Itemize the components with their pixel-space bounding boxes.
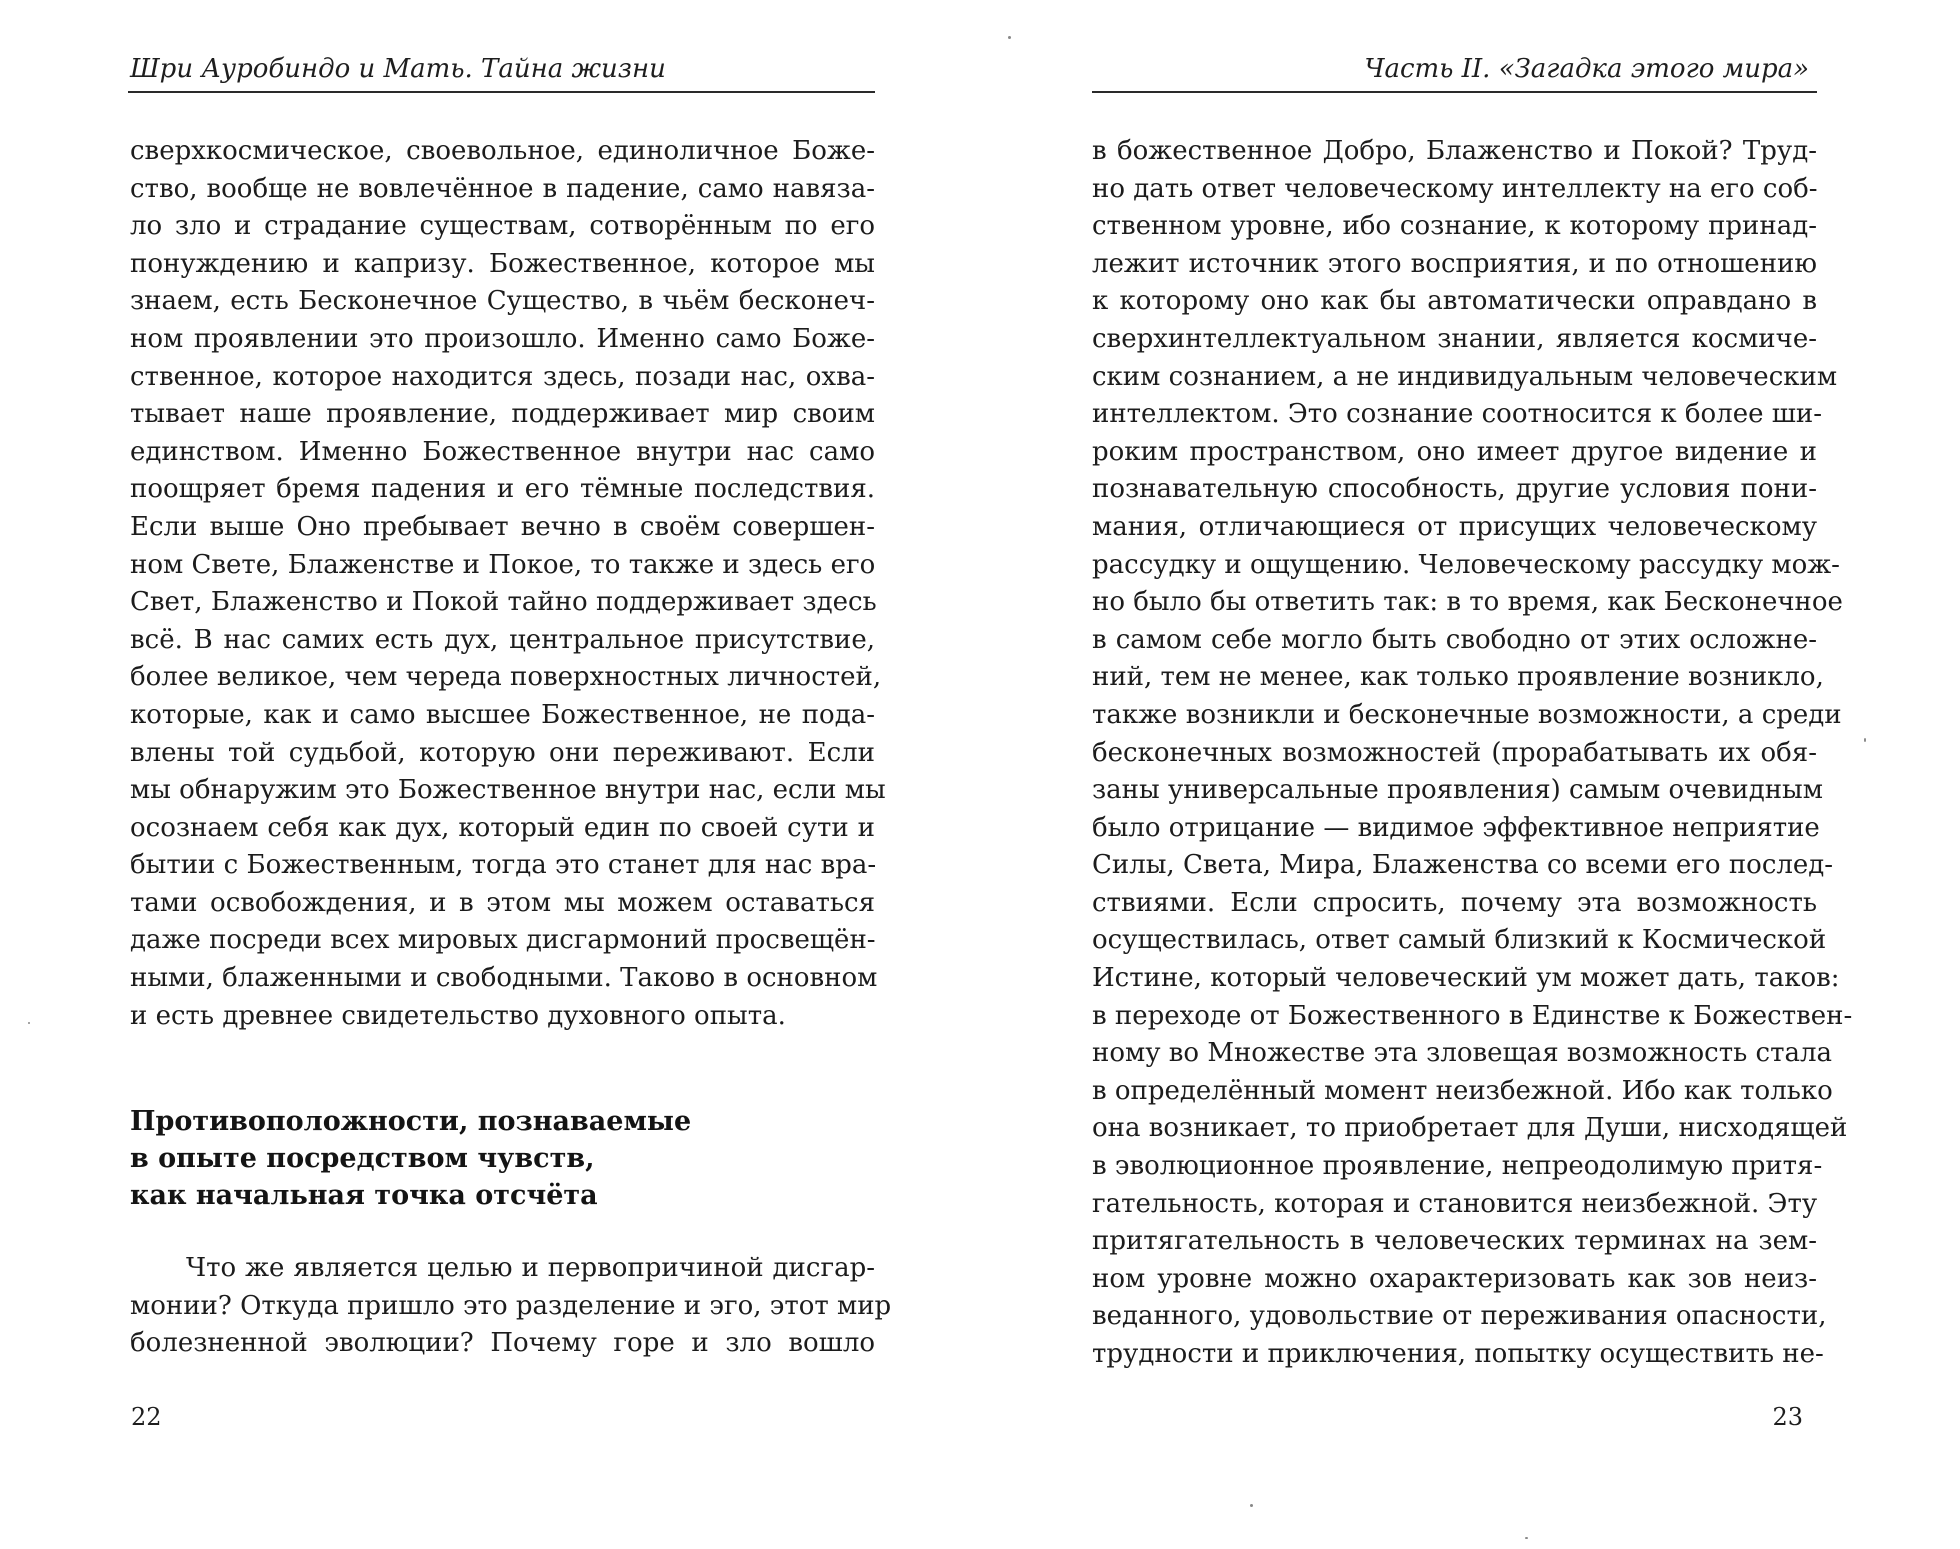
text-line: трудности и приключения, попытку осуществить не- [1092,1339,1824,1369]
right-page [980,0,1960,1549]
heading-line: как начальная точка отсчёта [130,1180,598,1211]
heading-line: в опыте посредством чувств, [130,1143,595,1174]
text-line: но дать ответ человеческому интеллекту на его соб- [1092,173,1818,204]
text-line: более великое, чем череда поверхностных личностей, [130,662,882,693]
left-page-number: 22 [131,1403,162,1431]
text-line: лежит источник этого восприятия, и по отношению [1092,248,1817,279]
left-section-text [130,1250,892,1363]
text-line: осознаем себя как дух, который един по своей сути и [130,812,875,843]
text-line: также возникли и бесконечные возможности, а среди [1092,699,1842,730]
text-line: монии? Откуда пришло это разделение и эго, этот мир [130,1290,892,1321]
text-line: Истине, который человеческий ум может дать, таков: [1092,963,1840,994]
text-line: ствиями. Если спросить, почему эта возможность [1092,887,1817,918]
text-line: Силы, Света, Мира, Блаженства со всеми его послед- [1092,850,1834,881]
text-line: ном Свете, Блаженстве и Покое, то также и здесь его [130,549,876,580]
text-line: ными, блаженными и свободными. Таково в основном [130,963,878,994]
text-line: ло зло и страдание существам, сотворённым по его [130,211,875,242]
text-line: притягательность в человеческих терминах на зем- [1092,1226,1817,1257]
text-line: гательность, которая и становится неизбежной. Эту [1092,1188,1818,1219]
text-line: Что же является целью и первопричиной дисгар- [186,1253,875,1283]
text-line: ном уровне можно охарактеризовать как зов неиз- [1092,1263,1817,1294]
heading-line: Противоположности, познаваемые [130,1106,692,1137]
text-line: даже посреди всех мировых дисгармоний просвещён- [130,925,876,956]
text-line: сверхинтеллектуальном знании, является космиче- [1092,323,1817,354]
text-line: ским сознанием, а не индивидуальным человеческим [1092,361,1838,392]
text-line: в самом себе могло быть свободно от этих осложне- [1092,624,1817,655]
text-line: рассудку и ощущению. Человеческому рассудку мож- [1092,549,1840,580]
right-body-text [1092,133,1853,1374]
scan-speck [1525,1537,1528,1539]
text-line: осуществилась, ответ самый близкий к Космической [1092,925,1827,956]
text-line: всё. В нас самих есть дух, центральное присутствие, [130,624,875,655]
text-line: ственное, которое находится здесь, позади нас, охва- [130,361,875,392]
text-line: бесконечных возможностей (прорабатывать их обя- [1092,737,1817,768]
text-line: веданного, удовольствие от переживания опасности, [1092,1301,1827,1332]
text-line: тами освобождения, и в этом мы можем оставаться [130,887,875,918]
left-running-head: Шри Ауробиндо и Мать. Тайна жизни [130,54,666,84]
text-line: ному во Множестве эта зловещая возможность стала [1092,1038,1832,1069]
scan-speck [1864,738,1866,742]
right-running-head: Часть II. «Загадка этого мира» [1364,54,1809,84]
text-line: болезненной эволюции? Почему горе и зло вошло [130,1328,875,1359]
text-line: ний, тем не менее, как только проявление возникло, [1092,662,1824,693]
text-line: единством. Именно Божественное внутри нас само [130,436,875,467]
text-line: бытии с Божественным, тогда это станет для нас вра- [130,850,877,881]
text-line: но было бы ответить так: в то время, как Бесконечное [1092,587,1843,618]
scan-speck [28,1022,30,1024]
scan-speck [1008,36,1011,39]
right-header-rule [1092,91,1817,93]
text-line: к которому оно как бы автоматически оправдано в [1092,286,1817,317]
text-line: было отрицание — видимое эффективное неприятие [1092,812,1820,843]
text-line: и есть древнее свидетельство духовного опыта. [130,1000,786,1031]
text-line: поощряет бремя падения и его тёмные последствия. [130,474,875,505]
text-line: знаем, есть Бесконечное Существо, в чьём бесконеч- [130,286,875,317]
text-line: ство, вообще не вовлечённое в падение, само навяза- [130,173,875,204]
text-line: сверхкосмическое, своевольное, единоличное Боже- [130,136,875,166]
text-line: тывает наше проявление, поддерживает мир своим [130,399,875,430]
text-line: ном проявлении это произошло. Именно само Боже- [130,323,875,354]
text-line: в определённый момент неизбежной. Ибо как только [1092,1075,1833,1106]
text-line: влены той судьбой, которую они переживают. Если [130,737,875,768]
text-line: заны универсальные проявления) самым очевидным [1092,775,1823,806]
text-line: она возникает, то приобретает для Души, нисходящей [1092,1113,1848,1144]
text-line: Свет, Блаженство и Покой тайно поддерживает здесь [130,587,877,618]
text-line: интеллектом. Это сознание соотносится к более ши- [1092,399,1823,430]
text-line: Если выше Оно пребывает вечно в своём совершен- [130,511,875,542]
text-line: мания, отличающиеся от присущих человеческому [1092,511,1817,542]
text-line: в переходе от Божественного в Единстве к Божествен- [1092,1000,1853,1031]
text-line: которые, как и само высшее Божественное, не пода- [130,699,875,730]
left-header-rule [128,91,875,93]
text-line: мы обнаружим это Божественное внутри нас, если мы [130,775,886,806]
section-heading [130,1103,691,1214]
text-line: в божественное Добро, Блаженство и Покой? Труд- [1092,136,1817,166]
text-line: ственном уровне, ибо сознание, к которому принад- [1092,211,1817,242]
text-line: в эволюционное проявление, непреодолимую притя- [1092,1151,1823,1182]
text-line: понуждению и капризу. Божественное, которое мы [130,248,875,279]
text-line: познавательную способность, другие условия пони- [1092,474,1817,505]
text-line: роким пространством, оно имеет другое видение и [1092,436,1817,467]
left-body-text [130,133,886,1035]
right-page-number: 23 [1772,1403,1803,1431]
scan-speck [1250,1504,1253,1507]
